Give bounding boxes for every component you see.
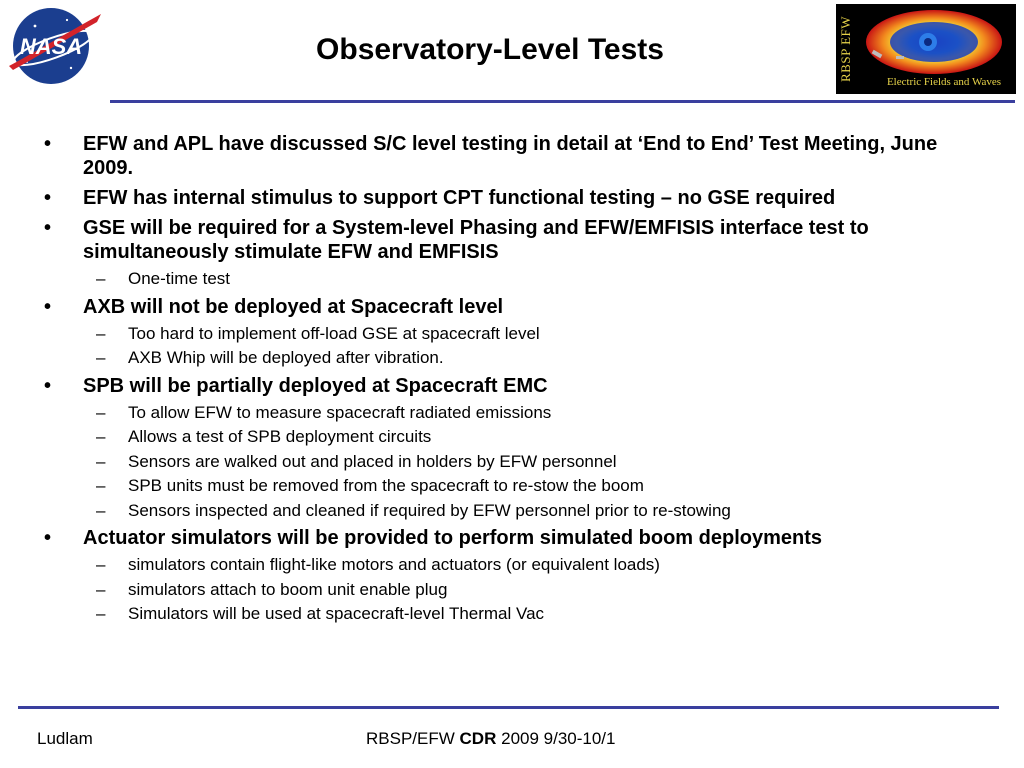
bullet-marker: • xyxy=(44,374,52,397)
dash-marker: – xyxy=(96,500,106,520)
bullet-text: EFW has internal stimulus to support CPT functional testing – no GSE required xyxy=(83,187,836,209)
sub-bullet-item xyxy=(44,554,984,576)
footer-author: Ludlam xyxy=(37,729,93,748)
dash-marker: – xyxy=(96,348,106,367)
sub-bullet-text: Allows a test of SPB deployment circuits xyxy=(128,427,432,446)
bullet-marker: • xyxy=(44,295,52,318)
sub-bullet-text: Sensors are walked out and placed in holders by EFW personnel xyxy=(128,451,617,471)
bullet-text: EFW and APL have discussed S/C level testing in detail at ‘End to End’ Test Meeting, June 2009. xyxy=(83,133,938,179)
sub-bullet-item xyxy=(44,579,984,601)
sub-bullet-text: Too hard to implement off-load GSE at spacecraft level xyxy=(128,323,540,343)
bullet-marker: • xyxy=(44,133,52,155)
dash-marker: – xyxy=(96,323,106,343)
bullet-marker: • xyxy=(44,527,52,549)
dash-marker: – xyxy=(96,579,106,599)
bullet-marker: • xyxy=(44,217,52,239)
dash-marker: – xyxy=(96,476,106,495)
sub-bullet-text: Sensors inspected and cleaned if required by EFW personnel prior to re-stowing xyxy=(128,500,731,520)
rbsp-efw-subtitle: Electric Fields and Waves xyxy=(886,76,1002,88)
sub-bullet-text: simulators attach to boom unit enable plug xyxy=(128,579,448,599)
bullet-text: AXB will not be deployed at Spacecraft level xyxy=(83,295,504,318)
bullet-item xyxy=(44,132,984,180)
dash-marker: – xyxy=(96,402,106,422)
footer-event-date: 2009 9/30-10/1 xyxy=(501,729,616,748)
sub-bullet-item xyxy=(44,268,984,290)
bullet-text: Actuator simulators will be provided to perform simulated boom deployments xyxy=(83,527,822,549)
dash-marker: – xyxy=(96,269,106,288)
bullet-list xyxy=(44,132,984,630)
sub-bullet-item xyxy=(44,426,984,448)
bullet-item xyxy=(44,216,984,264)
sub-bullet-item xyxy=(44,347,984,369)
bullet-item xyxy=(44,374,984,398)
footer-event xyxy=(366,729,616,749)
sub-bullet-text: simulators contain flight-like motors and actuators (or equivalent loads) xyxy=(128,555,660,574)
sub-bullet-text: SPB units must be removed from the spacecraft to re-stow the boom xyxy=(128,476,644,495)
bullet-item xyxy=(44,526,984,550)
dash-marker: – xyxy=(96,427,106,446)
bullet-marker: • xyxy=(44,187,52,209)
header-divider xyxy=(110,100,1015,103)
sub-bullet-text: One-time test xyxy=(128,269,231,288)
sub-bullet-text: Simulators will be used at spacecraft-level Thermal Vac xyxy=(128,604,545,623)
sub-bullet-text: To allow EFW to measure spacecraft radiated emissions xyxy=(128,402,552,422)
bullet-text: SPB will be partially deployed at Spacecraft EMC xyxy=(83,374,548,397)
sub-bullet-item xyxy=(44,323,984,345)
sub-bullet-item xyxy=(44,603,984,625)
dash-marker: – xyxy=(96,604,106,623)
rbsp-efw-logo xyxy=(836,4,1016,94)
footer-event-prefix: RBSP/EFW xyxy=(366,729,455,748)
sub-bullet-item xyxy=(44,500,984,522)
page-title: Observatory-Level Tests xyxy=(316,33,664,66)
footer-divider xyxy=(18,706,999,709)
sub-bullet-item xyxy=(44,475,984,497)
bullet-item xyxy=(44,186,984,210)
rbsp-efw-vertical-text: RBSP EFW xyxy=(838,16,853,83)
bullet-text: GSE will be required for a System-level Phasing and EFW/EMFISIS interface test to simultaneously stimulate EFW and EMFISIS xyxy=(83,217,869,263)
sub-bullet-item xyxy=(44,451,984,473)
footer-event-bold: CDR xyxy=(459,729,497,748)
dash-marker: – xyxy=(96,555,106,574)
bullet-item xyxy=(44,295,984,319)
dash-marker: – xyxy=(96,451,106,471)
sub-bullet-item xyxy=(44,402,984,424)
sub-bullet-text: AXB Whip will be deployed after vibration. xyxy=(128,348,444,367)
svg-text:NASA: NASA xyxy=(19,34,83,59)
